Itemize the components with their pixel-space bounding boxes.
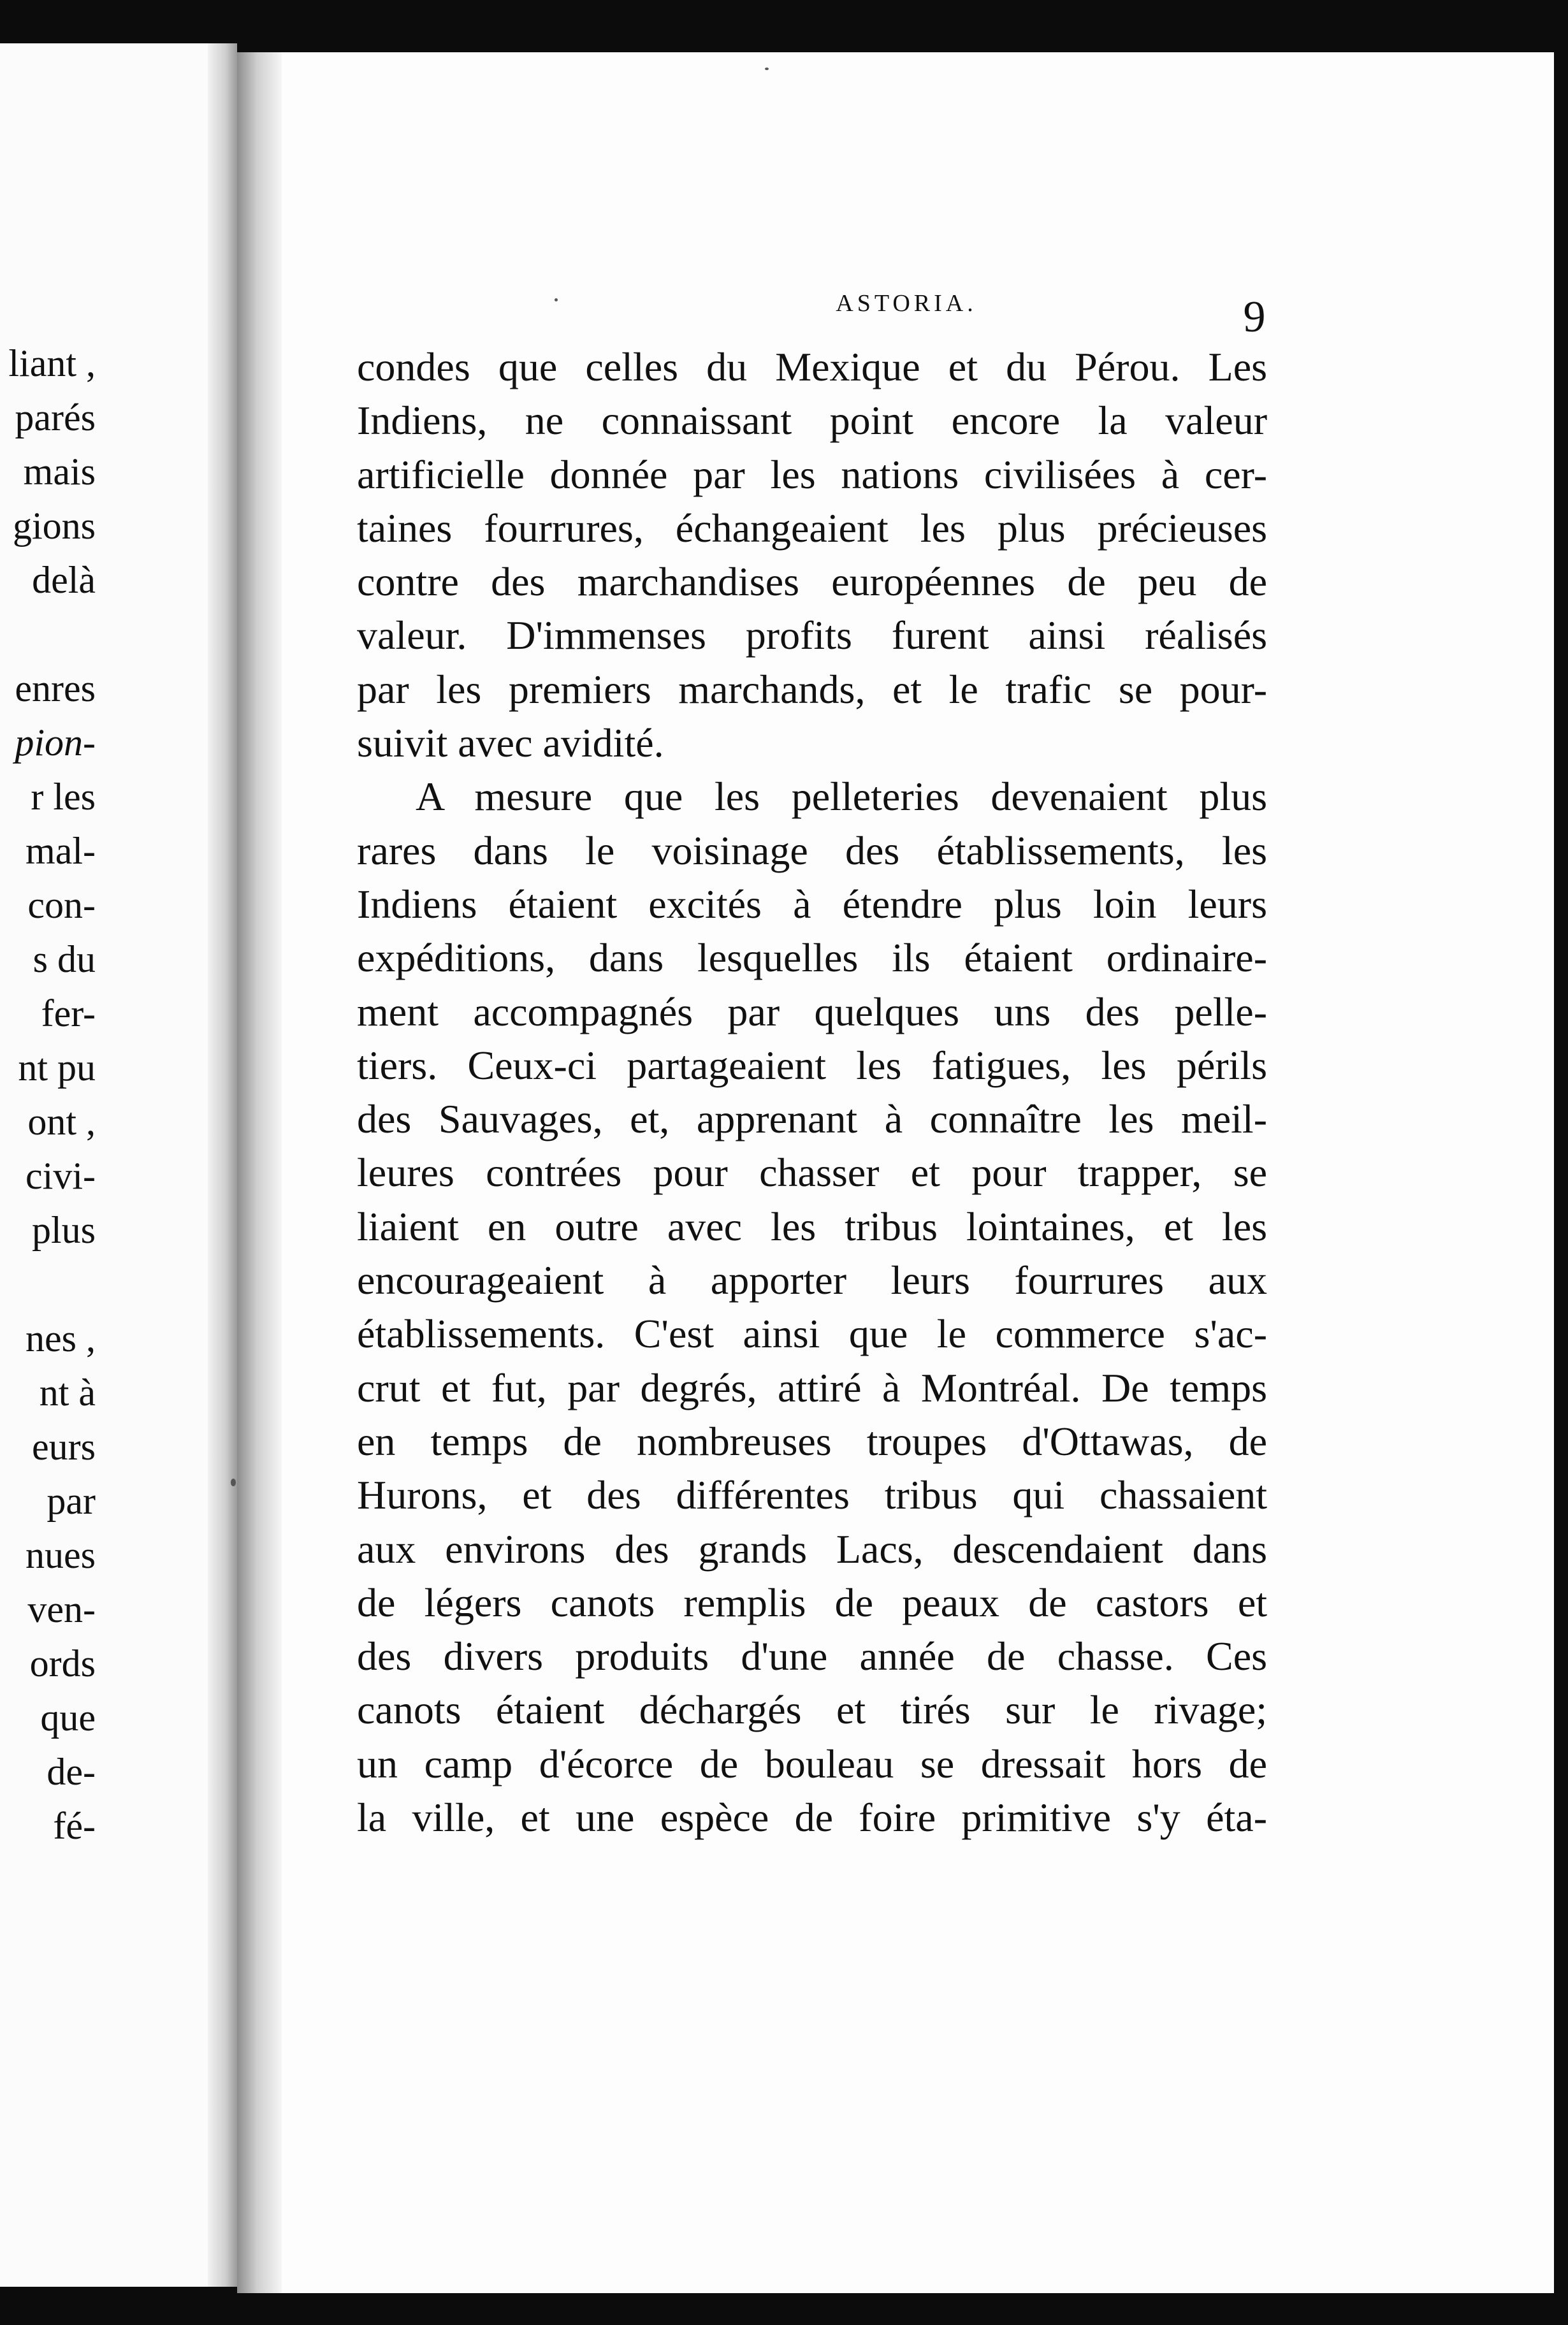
left-line: eurs <box>32 1426 96 1468</box>
text-line: crut et fut, par degrés, attiré à Montréal. De temps <box>357 1365 1267 1410</box>
left-line: s du <box>33 938 96 980</box>
text-line: liaient en outre avec les tribus lointaines, et les <box>357 1203 1267 1249</box>
book-gutter-shadow <box>237 52 282 2293</box>
text-line: rares dans le voisinage des établissements, les <box>357 827 1267 873</box>
left-line: ont , <box>27 1101 96 1143</box>
text-line: encourageaient à apporter leurs fourrures aux <box>357 1257 1267 1303</box>
text-line: A mesure que les pelleteries devenaient plus <box>416 774 1267 820</box>
left-page-fragment <box>0 43 237 2287</box>
left-line: plus <box>31 1209 96 1251</box>
text-line: taines fourrures, échangeaient les plus précieuses <box>357 505 1267 551</box>
left-line: nt à <box>39 1372 96 1414</box>
left-line: fé- <box>53 1805 96 1847</box>
text-line: contre des marchandises européennes de peu de <box>357 559 1267 605</box>
scan-speck <box>765 68 769 70</box>
text-line: des divers produits d'une année de chasse. Ces <box>357 1633 1267 1679</box>
text-line: par les premiers marchands, et le trafic se pour- <box>357 666 1267 712</box>
right-page <box>237 52 1554 2293</box>
left-line: par <box>47 1480 96 1522</box>
text-line: la ville, et une espèce de foire primitive s'y éta- <box>357 1795 1267 1841</box>
left-line: que <box>40 1697 96 1739</box>
left-line: r les <box>31 776 96 818</box>
left-line-gap <box>0 607 96 662</box>
text-line: établissements. C'est ainsi que le commerce s'ac- <box>357 1311 1267 1357</box>
text-line: canots étaient déchargés et tirés sur le rivage; <box>357 1687 1267 1733</box>
scan-speck <box>555 298 558 301</box>
left-line: parés <box>15 396 96 438</box>
text-line: condes que celles du Mexique et du Pérou. Les <box>357 344 1267 389</box>
text-line: en temps de nombreuses troupes d'Ottawas, de <box>357 1418 1267 1464</box>
page-number: 9 <box>1243 293 1266 342</box>
book-gutter-left <box>208 43 237 2287</box>
left-line: enres <box>15 667 96 709</box>
left-line: de- <box>47 1751 96 1793</box>
text-line: de légers canots remplis de peaux de castors et <box>357 1579 1267 1625</box>
text-line: ment accompagnés par quelques uns des pelle- <box>357 989 1267 1034</box>
text-line: valeur. D'immenses profits furent ainsi réalisés <box>357 612 1267 658</box>
text-line: Indiens étaient excités à étendre plus loin leurs <box>357 881 1267 927</box>
left-line: civi- <box>25 1155 96 1197</box>
text-line: Indiens, ne connaissant point encore la valeur <box>357 398 1267 444</box>
left-line: mais <box>23 451 96 493</box>
text-line: tiers. Ceux-ci partageaient les fatigues, les périls <box>357 1042 1267 1088</box>
left-line: nes , <box>25 1317 96 1359</box>
left-line: pion- <box>15 721 96 764</box>
text-line: leures contrées pour chasser et pour trapper, se <box>357 1150 1267 1196</box>
text-line: suivit avec avidité. <box>357 720 664 766</box>
left-line: ven- <box>27 1588 96 1630</box>
left-line: ords <box>29 1642 96 1684</box>
text-line: aux environs des grands Lacs, descendaient dans <box>357 1526 1267 1572</box>
left-line: fer- <box>41 992 96 1034</box>
text-line: artificielle donnée par les nations civilisées à cer- <box>357 451 1267 497</box>
left-page-text <box>0 337 96 1853</box>
text-line: expéditions, dans lesquelles ils étaient ordinaire- <box>357 935 1267 981</box>
left-line-gap <box>0 1257 96 1312</box>
left-line: con- <box>27 884 96 926</box>
left-line: delà <box>32 559 96 601</box>
left-line: liant , <box>8 342 96 384</box>
body-text <box>357 340 1267 1844</box>
scan-speck <box>231 1479 236 1486</box>
text-line: un camp d'écorce de bouleau se dressait hors de <box>357 1741 1267 1786</box>
left-line: mal- <box>25 830 96 872</box>
left-line: gions <box>12 505 96 547</box>
left-line: nt pu <box>18 1047 96 1089</box>
running-head: ASTORIA. <box>836 290 977 317</box>
left-line: nues <box>25 1534 96 1576</box>
text-line: Hurons, et des différentes tribus qui chassaient <box>357 1472 1267 1518</box>
text-line: des Sauvages, et, apprenant à connaître les meil- <box>357 1096 1267 1142</box>
